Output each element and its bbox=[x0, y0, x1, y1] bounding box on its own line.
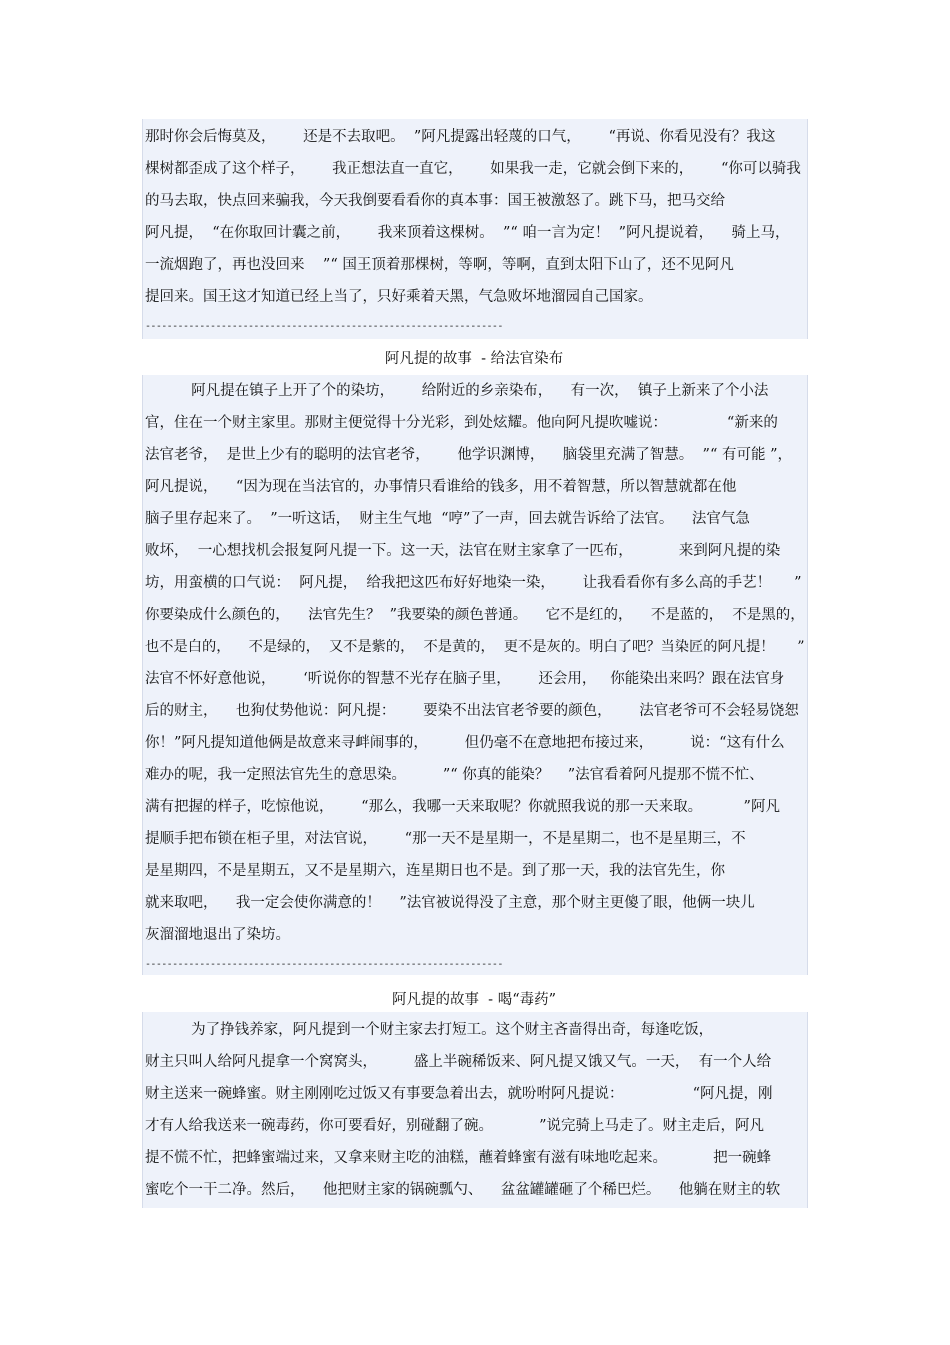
text-line: 提顺手把布锁在柜子里，对法官说， “那一天不是星期一，不是星期二，也不是星期三，不 bbox=[145, 831, 746, 847]
text-line: 财主只叫人给阿凡提拿一个窝窝头， 盛上半碗稀饭来、阿凡提又饿又气。一天， 有一个人给 bbox=[145, 1054, 772, 1070]
divider: ------------------------------------------------------------------ bbox=[145, 959, 503, 970]
story-block-dye-cloth bbox=[142, 375, 808, 975]
text-line: 蜜吃个一干二净。然后， 他把财主家的锅碗瓢勺、 盆盆罐罐砸了个稀巴烂。 他躺在财主的软 bbox=[145, 1182, 781, 1198]
text-line: 也不是白的， 不是绿的， 又不是紫的， 不是黄的， 更不是灰的。明白了吧？当染匠的阿凡提！ ” bbox=[145, 639, 805, 655]
text-line: 后的财主， 也狗仗势他说：阿凡提： 要染不出法官老爷要的颜色， 法官老爷可不会轻易饶恕 bbox=[145, 703, 799, 719]
story-title-drink-poison: 阿凡提的故事 - 喝“毒药” bbox=[142, 990, 806, 1010]
text-line: 棵树都歪成了这个样子， 我正想法直一直它， 如果我一走，它就会倒下来的， “你可以骑我 bbox=[145, 161, 801, 177]
divider: ------------------------------------------------------------------ bbox=[145, 321, 503, 332]
text-line: 一流烟跑了，再也没回来 ”“ 国王顶着那棵树，等啊，等啊，直到太阳下山了，还不见阿凡 bbox=[145, 257, 734, 273]
text-line: 才有人给我送来一碗毒药，你可要看好，别碰翻了碗。 ”说完骑上马走了。财主走后，阿凡 bbox=[145, 1118, 765, 1134]
text-line: 难办的呢，我一定照法官先生的意思染。 ”“ 你真的能染？ ”法官看着阿凡提那不慌不忙、 bbox=[145, 767, 764, 783]
text-line: 阿凡提在镇子上开了个的染坊， 给附近的乡亲染布， 有一次， 镇子上新来了个小法 bbox=[145, 383, 769, 399]
text-line: 脑子里存起来了。 ”一听这话， 财主生气地 “哼”了一声，回去就告诉给了法官。 法官气急 bbox=[145, 511, 750, 527]
text-line: 法官不怀好意他说， ‘听说你的智慧不光存在脑子里， 还会用， 你能染出来吗？跟在法官身 bbox=[145, 671, 785, 687]
text-line: 就来取吧， 我一定会使你满意的！ ”法官被说得没了主意，那个财主更傻了眼，他俩一块儿 bbox=[145, 895, 755, 911]
text-line: 满有把握的样子，吃惊他说， “那么，我哪一天来取呢？你就照我说的那一天来取。 ”阿凡 bbox=[145, 799, 780, 815]
story-block-tree bbox=[142, 119, 808, 339]
text-line: 败坏， 一心想找机会报复阿凡提一下。这一天，法官在财主家拿了一匹布， 来到阿凡提的染 bbox=[145, 543, 781, 559]
text-line: 法官老爷， 是世上少有的聪明的法官老爷， 他学识渊博， 脑袋里充满了智慧。 ”“ 有可能 ”， bbox=[145, 447, 792, 463]
text-line: 灰溜溜地退出了染坊。 bbox=[145, 927, 290, 943]
text-line: 为了挣钱养家，阿凡提到一个财主家去打短工。这个财主吝啬得出奇，每逢吃饭， bbox=[145, 1022, 714, 1038]
text-line: 提不慌不忙，把蜂蜜端过来，又拿来财主吃的油糕，蘸着蜂蜜有滋有味地吃起来。 把一碗蜂 bbox=[145, 1150, 772, 1166]
text-line: 你要染成什么颜色的， 法官先生？ ”我要染的颜色普通。 它不是红的， 不是蓝的， 不是黑的， bbox=[145, 607, 805, 623]
text-line: 阿凡提， “在你取回计囊之前， 我来顶着这棵树。 ”“ 咱一言为定！ ”阿凡提说着， 骑上马， bbox=[145, 225, 790, 241]
story-title-dye-cloth: 阿凡提的故事 - 给法官染布 bbox=[142, 349, 806, 369]
text-line: 坊，用蛮横的口气说： 阿凡提， 给我把这匹布好好地染一染， 让我看看你有多么高的手艺！ ” bbox=[145, 575, 802, 591]
text-line: 那时你会后悔莫及， 还是不去取吧。 ”阿凡提露出轻蔑的口气， “再说、你看见没有？我这 bbox=[145, 129, 776, 145]
text-line: 提回来。国王这才知道已经上当了，只好乘着天黑，气急败坏地溜园自己国家。 bbox=[145, 289, 653, 305]
story-block-drink-poison bbox=[142, 1012, 808, 1208]
text-line: 你！”阿凡提知道他俩是故意来寻衅闹事的， 但仍毫不在意地把布接过来， 说：“这有什么 bbox=[145, 735, 785, 751]
text-line: 财主送来一碗蜂蜜。财主刚刚吃过饭又有事要急着出去，就吩咐阿凡提说： “阿凡提，刚 bbox=[145, 1086, 773, 1102]
text-line: 阿凡提说， “因为现在当法官的，办事情只看谁给的钱多，用不着智慧，所以智慧就都在他 bbox=[145, 479, 737, 495]
text-line: 是星期四，不是星期五，又不是星期六，连星期日也不是。到了那一天，我的法官先生，你 bbox=[145, 863, 725, 879]
text-line: 官，住在一个财主家里。那财主便觉得十分光彩，到处炫耀。他向阿凡提吹嘘说： “新来的 bbox=[145, 415, 778, 431]
text-line: 的马去取，快点回来骗我，今天我倒要看看你的真本事：国王被激怒了。跳下马，把马交给 bbox=[145, 193, 725, 209]
